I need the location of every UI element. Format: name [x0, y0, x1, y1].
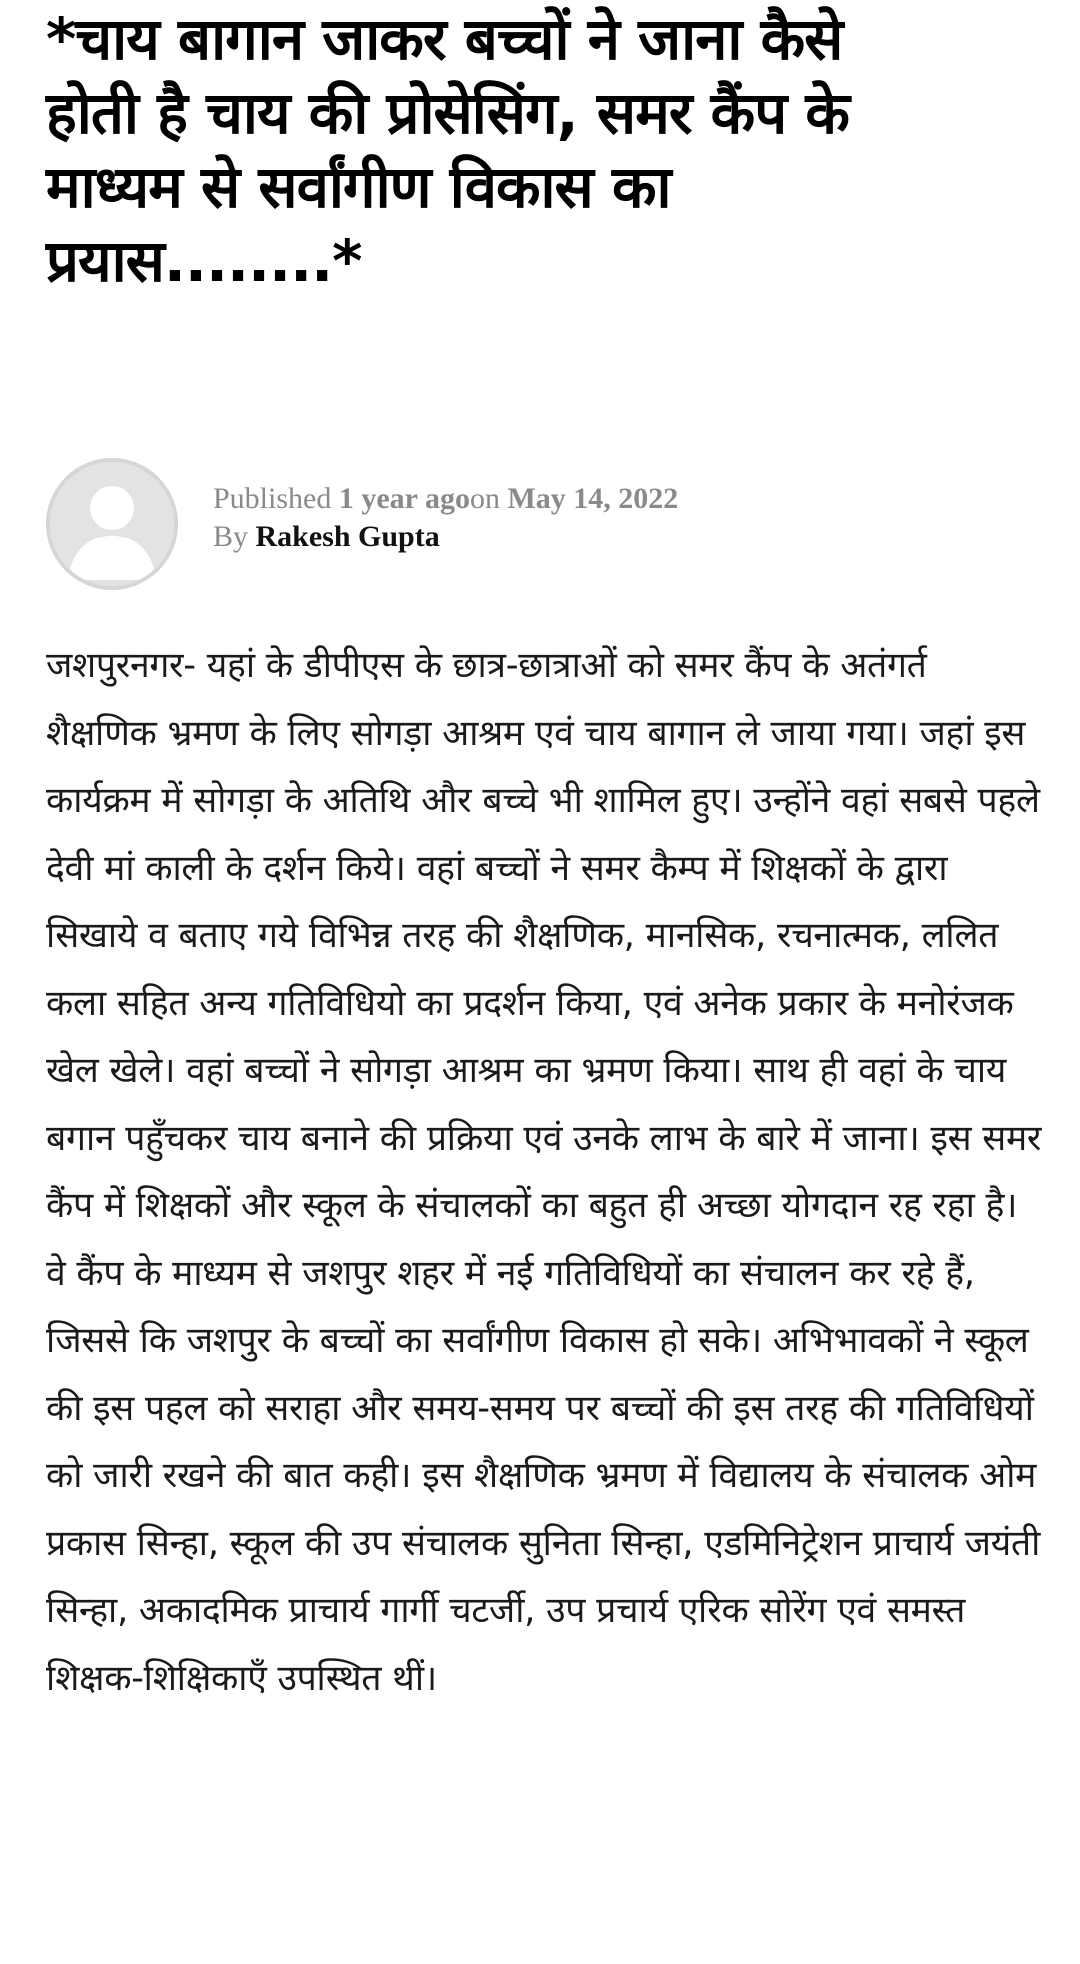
- article-meta: [46, 458, 1046, 596]
- by-label: By: [213, 520, 249, 553]
- publish-date: May 14, 2022: [507, 482, 679, 515]
- meta-text: [213, 480, 678, 556]
- byline: [213, 518, 678, 556]
- article: [46, 0, 1046, 1699]
- article-body: जशपुरनगर- यहां के डीपीएस के छात्र-छात्राओं को समर कैंप के अतंगर्त शैक्षणिक भ्रमण के लिए सोगड़ा आश्रम एवं चाय बागान ले जाया गया। जहां इस कार्यक्रम में सोगड़ा के अतिथि और बच्चे भी शामिल हुए। उन्होंने वहां सबसे पहले देवी मां काली के दर्शन किये। वहां बच्चों ने समर कैम्प में शिक्षकों के द्वारा सिखाये व बताए गये विभिन्न तरह की शैक्षणिक, मानसिक, रचनात्मक, ललित कला सहित अन्य गतिविधियो का प्रदर्शन किया, एवं अनेक प्रकार के मनोरंजक खेल खेले। वहां बच्चों ने सोगड़ा आश्रम का भ्रमण किया। साथ ही वहां के चाय बगान पहुँचकर चाय बनाने की प्रक्रिया एवं उनके लाभ के बारे में जाना। इस समर कैंप में शिक्षकों और स्कूल के संचालकों का बहुत ही अच्छा योगदान रह रहा है। वे कैंप के माध्यम से जशपुर शहर में नई गतिविधियों का संचालन कर रहे हैं, जिससे कि जशपुर के बच्चों का सर्वांगीण विकास हो सके। अभिभावकों ने स्कूल की इस पहल को सराहा और समय-समय पर बच्चों की इस तरह की गतिविधियों को जारी रखने की बात कही। इस शैक्षणिक भ्रमण में विद्यालय के संचालक ओम प्रकास सिन्हा, स्कूल की उप संचालक सुनिता सिन्हा, एडमिनिट्रेशन प्राचार्य जयंती सिन्हा, अकादमिक प्राचार्य गार्गी चटर्जी, उप प्रचार्य एरिक सोरेंग एवं समस्त शिक्षक-शिक्षिकाएँ उपस्थित थीं।: [46, 645, 1042, 1699]
- author-avatar-icon[interactable]: [46, 458, 178, 590]
- published-label: Published: [213, 482, 332, 515]
- on-label: on: [469, 482, 500, 515]
- relative-time: 1 year ago: [338, 482, 470, 515]
- publish-line: [213, 480, 678, 518]
- author-name-link[interactable]: Rakesh Gupta: [255, 520, 440, 553]
- article-headline: *चाय बागान जाकर बच्चों ने जाना कैसे होती है चाय की प्रोसेसिंग, समर कैंप के माध्यम से सर्वांगीण विकास का प्रयास........*: [46, 5, 849, 295]
- user-silhouette-icon: [50, 462, 174, 586]
